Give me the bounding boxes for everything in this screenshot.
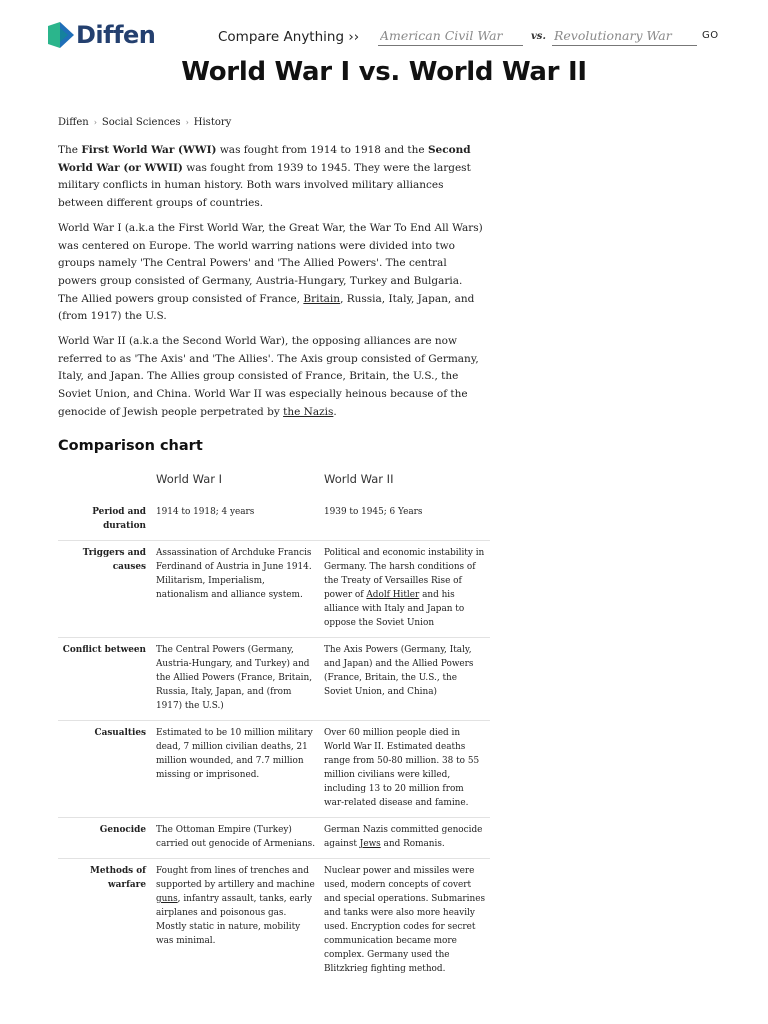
diffen-logo-icon xyxy=(48,22,74,48)
text-run: The xyxy=(58,144,82,156)
text-run: Fought from lines of trenches and supported by artillery and machine xyxy=(156,866,315,890)
compare-item-b-input[interactable] xyxy=(552,26,697,46)
text-run: . xyxy=(333,405,337,418)
the-nazis-link[interactable]: the Nazis xyxy=(283,405,334,418)
intro-paragraph xyxy=(58,142,484,213)
adolf-hitler-link[interactable]: Adolf Hitler xyxy=(366,590,420,600)
breadcrumb-link-history[interactable]: History xyxy=(193,117,232,128)
comparison-chart-heading: Comparison chart xyxy=(58,438,203,454)
text-run: was fought from 1939 to 1945. They were the largest military conflicts in human history. Both wars involved military alliances between different groups of countries. xyxy=(58,161,471,210)
bold-term: First World War (WWI) xyxy=(81,144,217,156)
compare-anything-label: Compare Anything ›› xyxy=(218,29,360,45)
table-cell: 1914 to 1918; 4 years xyxy=(156,507,255,517)
text-run: World War II (a.k.a the Second World War), the opposing alliances are now referred to as 'The Axis' and 'The Allies'. The Axis group consisted of Germany, Italy, and Japan. The Allies group consisted of France, Britain, the U.S., the Soviet Union, and China. World War II was especially heinous because of the genocide of Jewish people perpetrated by xyxy=(58,335,479,418)
site-header xyxy=(0,0,768,60)
text-run: , Russia, Italy, Japan, and (from 1917) the U.S. xyxy=(58,292,475,323)
row-label: Genocide xyxy=(58,818,152,859)
table-row xyxy=(58,638,490,721)
text-run: Political and economic instability in Germany. The harsh conditions of the Treaty of Versailles Rise of power of xyxy=(324,548,485,600)
comparison-table xyxy=(58,470,490,983)
table-row xyxy=(58,500,490,541)
text-run: , infantry assault, tanks, early airplanes and poisonous gas. Mostly static in nature, mobility was minimal. xyxy=(156,894,313,946)
page-title: World War I vs. World War II xyxy=(181,57,587,87)
britain-link[interactable]: Britain xyxy=(303,292,341,305)
jews-link[interactable]: Jews xyxy=(359,839,381,849)
table-row xyxy=(58,859,490,984)
column-header-world-war-2: World War II xyxy=(324,472,394,486)
intro-paragraph xyxy=(58,333,484,422)
logo-wordmark: Diffen xyxy=(76,21,156,49)
row-label: Period and duration xyxy=(92,507,146,531)
row-label: Conflict between xyxy=(58,638,152,721)
guns-link[interactable]: guns xyxy=(156,894,178,904)
table-cell: The Axis Powers (Germany, Italy, and Japan) and the Allied Powers (France, Britain, the U.S., the Soviet Union, and China) xyxy=(320,638,490,721)
table-row xyxy=(58,721,490,818)
intro-paragraph xyxy=(58,220,484,326)
text-run: and Romanis. xyxy=(380,839,445,849)
breadcrumb-link-social-sciences[interactable]: Social Sciences xyxy=(101,117,181,128)
table-row xyxy=(58,541,490,638)
row-label: Methods of warfare xyxy=(58,859,152,984)
table-row xyxy=(58,818,490,859)
text-run: German Nazis committed genocide against xyxy=(324,825,483,849)
table-cell xyxy=(152,859,320,984)
chevron-right-icon: › xyxy=(93,118,97,127)
table-header-row xyxy=(58,470,490,500)
table-cell xyxy=(320,818,490,859)
text-run: and his alliance with Italy and Japan to oppose the Soviet Union xyxy=(324,590,465,628)
intro-text xyxy=(58,142,484,429)
table-header-empty xyxy=(58,470,152,500)
table-cell: The Central Powers (Germany, Austria-Hungary, and Turkey) and the Allied Powers (France, Britain, Russia, Italy, Japan, and (from 1917) the U.S.) xyxy=(152,638,320,721)
table-cell: The Ottoman Empire (Turkey) carried out genocide of Armenians. xyxy=(152,818,320,859)
compare-item-a-input[interactable] xyxy=(378,26,523,46)
chevron-right-icon: › xyxy=(185,118,189,127)
row-label: Casualties xyxy=(58,721,152,818)
row-label: Triggers and causes xyxy=(58,541,152,638)
bold-term: Second World War (or WWII) xyxy=(58,144,471,174)
go-button[interactable]: GO xyxy=(702,30,719,41)
text-run: was fought from 1914 to 1918 and the xyxy=(216,144,428,156)
text-run: World War I (a.k.a the First World War, the Great War, the War To End All Wars) was centered on Europe. The world warring nations were divided into two groups namely 'The Central Powers' and 'The Allied Powers'. The central powers group consisted of Germany, Austria-Hungary, Turkey and Bulgaria. The Allied powers group consisted of France, xyxy=(58,221,483,305)
breadcrumb xyxy=(58,117,231,128)
table-cell: 1939 to 1945; 6 Years xyxy=(324,507,423,517)
breadcrumb-link-diffen[interactable]: Diffen xyxy=(58,117,89,128)
vs-label: vs. xyxy=(531,31,546,42)
column-header-world-war-1: World War I xyxy=(156,472,223,486)
table-cell: Estimated to be 10 million military dead, 7 million civilian deaths, 21 million wounded, and 7.7 million missing or imprisoned. xyxy=(152,721,320,818)
table-cell xyxy=(320,541,490,638)
table-cell: Assassination of Archduke Francis Ferdinand of Austria in June 1914. Militarism, Imperialism, nationalism and alliance system. xyxy=(152,541,320,638)
site-logo[interactable] xyxy=(48,22,155,48)
table-cell: Nuclear power and missiles were used, modern concepts of covert and special operations. Submarines and tanks were also more heavily used. Encryption codes for secret communication became more complex. Germany used the Blitzkrieg fighting method. xyxy=(320,859,490,984)
table-cell: Over 60 million people died in World War II. Estimated deaths range from 50-80 million. 38 to 55 million civilians were killed, including 13 to 20 million from war-related disease and famine. xyxy=(320,721,490,818)
